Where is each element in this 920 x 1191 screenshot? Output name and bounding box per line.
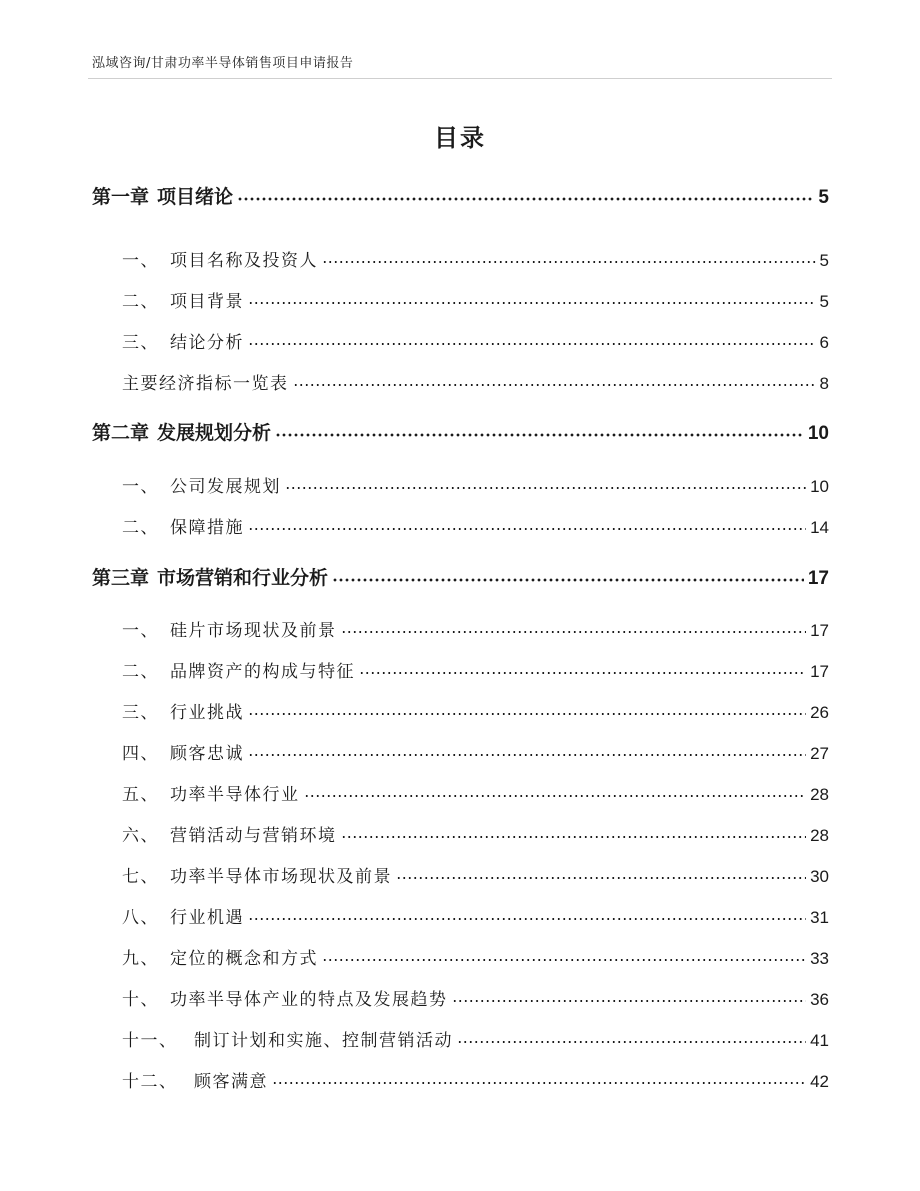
running-header: 泓域咨询/甘肃功率半导体销售项目申请报告 bbox=[92, 56, 354, 71]
toc-entry-section[interactable] bbox=[92, 739, 829, 764]
toc-entry-label: 功率半导体行业 bbox=[170, 785, 300, 805]
toc-entry-section[interactable] bbox=[92, 287, 829, 312]
toc-entry-section[interactable] bbox=[92, 616, 829, 641]
toc-entry-section[interactable] bbox=[92, 985, 829, 1010]
toc-entry-page: 8 bbox=[819, 374, 829, 393]
toc-entry-label: 项目绪论 bbox=[157, 186, 234, 208]
toc-entry-page: 42 bbox=[810, 1072, 829, 1091]
toc-entry-label: 行业挑战 bbox=[170, 703, 244, 723]
toc-entry-section[interactable] bbox=[92, 472, 829, 497]
toc-entry-section[interactable] bbox=[92, 903, 829, 928]
toc-entry-number: 一、 bbox=[122, 251, 159, 271]
toc-entry-section[interactable] bbox=[92, 1067, 829, 1092]
toc-entry-label: 保障措施 bbox=[170, 518, 244, 538]
toc-entry-label: 主要经济指标一览表 bbox=[122, 374, 289, 394]
toc-entry-number: 六、 bbox=[122, 826, 159, 846]
toc-entry-section[interactable] bbox=[92, 513, 829, 538]
dot-leader bbox=[285, 486, 806, 490]
toc-entry-section[interactable] bbox=[92, 862, 829, 887]
toc-entry-number: 十一、 bbox=[122, 1031, 178, 1051]
toc-entry-page: 31 bbox=[810, 908, 829, 927]
dot-leader bbox=[237, 197, 814, 201]
toc-entry-label: 顾客忠诚 bbox=[170, 744, 244, 764]
toc-entry-number: 九、 bbox=[122, 949, 159, 969]
toc-entry-label: 硅片市场现状及前景 bbox=[170, 621, 337, 641]
toc-entry-number: 第一章 bbox=[92, 186, 150, 208]
toc-entry-page: 26 bbox=[810, 703, 829, 722]
toc-entry-number: 四、 bbox=[122, 744, 159, 764]
toc-entry-number: 一、 bbox=[122, 477, 159, 497]
dot-leader bbox=[341, 630, 807, 634]
toc-entry-page: 17 bbox=[810, 621, 829, 640]
toc-entry-label: 营销活动与营销环境 bbox=[170, 826, 337, 846]
toc-entry-label: 项目名称及投资人 bbox=[170, 251, 318, 271]
toc-entry-page: 5 bbox=[819, 251, 829, 270]
dot-leader bbox=[272, 1081, 806, 1085]
toc-entry-number: 十、 bbox=[122, 990, 159, 1010]
toc-entry-page: 10 bbox=[810, 477, 829, 496]
toc-entry-chapter-1[interactable] bbox=[92, 182, 829, 209]
toc-entry-section[interactable] bbox=[92, 246, 829, 271]
toc-entry-number: 一、 bbox=[122, 621, 159, 641]
toc-entry-page: 36 bbox=[810, 990, 829, 1009]
toc-entry-page: 6 bbox=[819, 333, 829, 352]
toc-entry-label: 定位的概念和方式 bbox=[170, 949, 318, 969]
toc-entry-page: 17 bbox=[807, 568, 829, 589]
toc-entry-number: 二、 bbox=[122, 518, 159, 538]
toc-entry-table[interactable] bbox=[92, 369, 829, 394]
dot-leader bbox=[248, 527, 806, 531]
dot-leader bbox=[322, 260, 816, 264]
toc-entry-label: 公司发展规划 bbox=[170, 477, 281, 497]
toc-entry-number: 三、 bbox=[122, 703, 159, 723]
toc-entry-chapter-2[interactable] bbox=[92, 418, 829, 445]
toc-entry-label: 品牌资产的构成与特征 bbox=[170, 662, 355, 682]
toc-entry-section[interactable] bbox=[92, 1026, 829, 1051]
toc-entry-number: 八、 bbox=[122, 908, 159, 928]
toc-entry-page: 33 bbox=[810, 949, 829, 968]
toc-entry-page: 41 bbox=[810, 1031, 829, 1050]
dot-leader bbox=[396, 876, 806, 880]
toc-entry-label: 行业机遇 bbox=[170, 908, 244, 928]
dot-leader bbox=[275, 433, 804, 437]
dot-leader bbox=[341, 835, 807, 839]
header-divider bbox=[88, 78, 832, 79]
toc-entry-page: 27 bbox=[810, 744, 829, 763]
dot-leader bbox=[248, 712, 806, 716]
dot-leader bbox=[452, 999, 807, 1003]
toc-entry-label: 功率半导体产业的特点及发展趋势 bbox=[170, 990, 448, 1010]
toc-entry-page: 14 bbox=[810, 518, 829, 537]
toc-entry-number: 三、 bbox=[122, 333, 159, 353]
toc-entry-label: 项目背景 bbox=[170, 292, 244, 312]
dot-leader bbox=[359, 671, 806, 675]
toc-entry-section[interactable] bbox=[92, 698, 829, 723]
dot-leader bbox=[248, 753, 806, 757]
toc-entry-section[interactable] bbox=[92, 780, 829, 805]
toc-entry-number: 十二、 bbox=[122, 1072, 178, 1092]
toc-entry-number: 七、 bbox=[122, 867, 159, 887]
dot-leader bbox=[457, 1040, 806, 1044]
toc-entry-section[interactable] bbox=[92, 944, 829, 969]
toc-entry-number: 二、 bbox=[122, 662, 159, 682]
dot-leader bbox=[293, 383, 816, 387]
dot-leader bbox=[248, 342, 816, 346]
toc-entry-section[interactable] bbox=[92, 821, 829, 846]
toc-entry-page: 28 bbox=[810, 826, 829, 845]
toc-entry-label: 结论分析 bbox=[170, 333, 244, 353]
dot-leader bbox=[248, 917, 806, 921]
toc-entry-label: 市场营销和行业分析 bbox=[157, 567, 329, 589]
toc-entry-page: 17 bbox=[810, 662, 829, 681]
toc-entry-label: 发展规划分析 bbox=[157, 422, 272, 444]
toc-entry-number: 五、 bbox=[122, 785, 159, 805]
toc-entry-page: 5 bbox=[818, 187, 829, 208]
dot-leader bbox=[322, 958, 806, 962]
toc-entry-chapter-3[interactable] bbox=[92, 563, 829, 590]
dot-leader bbox=[248, 301, 816, 305]
dot-leader bbox=[304, 794, 807, 798]
toc-entry-section[interactable] bbox=[92, 657, 829, 682]
toc-entry-page: 5 bbox=[819, 292, 829, 311]
toc-entry-label: 功率半导体市场现状及前景 bbox=[170, 867, 392, 887]
dot-leader bbox=[332, 578, 804, 582]
toc-entry-page: 28 bbox=[810, 785, 829, 804]
toc-entry-page: 10 bbox=[807, 423, 829, 444]
toc-entry-page: 30 bbox=[810, 867, 829, 886]
toc-entry-section[interactable] bbox=[92, 328, 829, 353]
toc-entry-number: 第三章 bbox=[92, 567, 150, 589]
toc-entry-number: 第二章 bbox=[92, 422, 150, 444]
toc-entry-number: 二、 bbox=[122, 292, 159, 312]
toc-entry-label: 顾客满意 bbox=[194, 1072, 268, 1092]
toc-entry-label: 制订计划和实施、控制营销活动 bbox=[194, 1031, 453, 1051]
toc-title: 目录 bbox=[434, 124, 486, 152]
